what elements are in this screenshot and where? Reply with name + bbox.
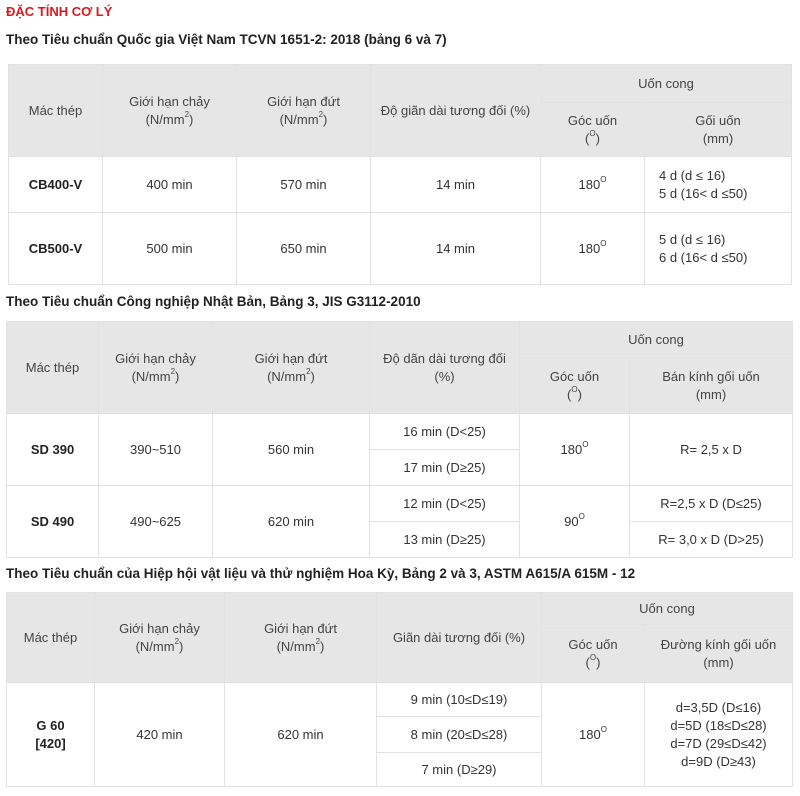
col-grade: Mác thép: [7, 593, 95, 683]
table-astm: [6, 592, 793, 787]
cell-mandrel: R= 3,0 x D (D>25): [630, 522, 793, 558]
cell-grade: CB500-V: [9, 213, 103, 285]
col-elongation: Độ giãn dài tương đối (%): [371, 65, 541, 157]
cell-grade: G 60 [420]: [7, 683, 95, 787]
page-heading: ĐẶC TÍNH CƠ LÝ: [6, 4, 113, 19]
col-tensile: Giới hạn đứt $(N/mm^2)$: [213, 322, 370, 414]
col-mandrel: Đường kính gối uốn (mm): [645, 625, 793, 683]
col-elongation: Giãn dài tương đối (%): [377, 593, 542, 683]
cell-tensile: 620 min: [225, 683, 377, 787]
cell-elongation: 16 min (D<25): [370, 414, 520, 450]
table-row: [7, 486, 793, 522]
col-grade: Mác thép: [7, 322, 99, 414]
col-yield: Giới hạn chảy $(N/mm^2)$: [95, 593, 225, 683]
col-tensile: Giới hạn đứt $(N/mm^2)$: [225, 593, 377, 683]
cell-grade: CB400-V: [9, 157, 103, 213]
cell-yield: 420 min: [95, 683, 225, 787]
table3-title: Theo Tiêu chuẩn của Hiệp hội vật liệu và thử nghiệm Hoa Kỳ, Bảng 2 và 3, ASTM A615/A 615M - 12: [6, 566, 636, 581]
cell-grade: SD 490: [7, 486, 99, 558]
cell-grade: SD 390: [7, 414, 99, 486]
col-grade: Mác thép: [9, 65, 103, 157]
table1-title: Theo Tiêu chuẩn Quốc gia Việt Nam TCVN 1651-2: 2018 (bảng 6 và 7): [6, 32, 447, 47]
col-bend: Uốn cong: [542, 593, 793, 625]
cell-mandrel: R=2,5 x D (D≤25): [630, 486, 793, 522]
table-tcvn: [8, 64, 792, 285]
cell-elongation: 14 min: [371, 213, 541, 285]
col-bend-angle: Góc uốn ($^O$): [542, 625, 645, 683]
col-mandrel: Gối uốn (mm): [645, 103, 792, 157]
cell-tensile: 560 min: [213, 414, 370, 486]
col-tensile: Giới hạn đứt $(N/mm^2)$: [237, 65, 371, 157]
col-yield: Giới hạn chảy $(N/mm^2)$: [103, 65, 237, 157]
cell-elongation: 14 min: [371, 157, 541, 213]
cell-yield: 390~510: [99, 414, 213, 486]
cell-yield: 500 min: [103, 213, 237, 285]
cell-angle: $90^O$: [520, 486, 630, 558]
col-bend-angle: Góc uốn ($^O$): [520, 358, 630, 414]
cell-elongation: 17 min (D≥25): [370, 450, 520, 486]
cell-tensile: 620 min: [213, 486, 370, 558]
table-jis: [6, 321, 793, 558]
cell-elongation: 7 min (D≥29): [377, 753, 542, 787]
cell-yield: 400 min: [103, 157, 237, 213]
cell-tensile: 650 min: [237, 213, 371, 285]
cell-mandrel: 5 d (d ≤ 16) 6 d (16< d ≤50): [645, 213, 792, 285]
table-row: [7, 414, 793, 450]
col-mandrel: Bán kính gối uốn (mm): [630, 358, 793, 414]
table-row: [9, 213, 792, 285]
cell-angle: $180^O$: [542, 683, 645, 787]
cell-mandrel: d=3,5D (D≤16) d=5D (18≤D≤28) d=7D (29≤D≤42) d=9D (D≥43): [645, 683, 793, 787]
cell-elongation: 12 min (D<25): [370, 486, 520, 522]
table2-title: Theo Tiêu chuẩn Công nghiệp Nhật Bản, Bảng 3, JIS G3112-2010: [6, 294, 421, 309]
cell-elongation: 13 min (D≥25): [370, 522, 520, 558]
cell-mandrel: 4 d (d ≤ 16) 5 d (16< d ≤50): [645, 157, 792, 213]
col-bend-angle: Góc uốn ($^O$): [541, 103, 645, 157]
col-bend: Uốn cong: [520, 322, 793, 358]
cell-elongation: 9 min (10≤D≤19): [377, 683, 542, 717]
table-row: [9, 157, 792, 213]
cell-angle: $180^O$: [541, 157, 645, 213]
cell-elongation: 8 min (20≤D≤28): [377, 717, 542, 753]
table-row: [7, 683, 793, 717]
cell-angle: $180^O$: [520, 414, 630, 486]
col-elongation: Độ dãn dài tương đối (%): [370, 322, 520, 414]
col-yield: Giới hạn chảy $(N/mm^2)$: [99, 322, 213, 414]
cell-angle: $180^O$: [541, 213, 645, 285]
cell-yield: 490~625: [99, 486, 213, 558]
cell-mandrel: R= 2,5 x D: [630, 414, 793, 486]
col-bend: Uốn cong: [541, 65, 792, 103]
cell-tensile: 570 min: [237, 157, 371, 213]
